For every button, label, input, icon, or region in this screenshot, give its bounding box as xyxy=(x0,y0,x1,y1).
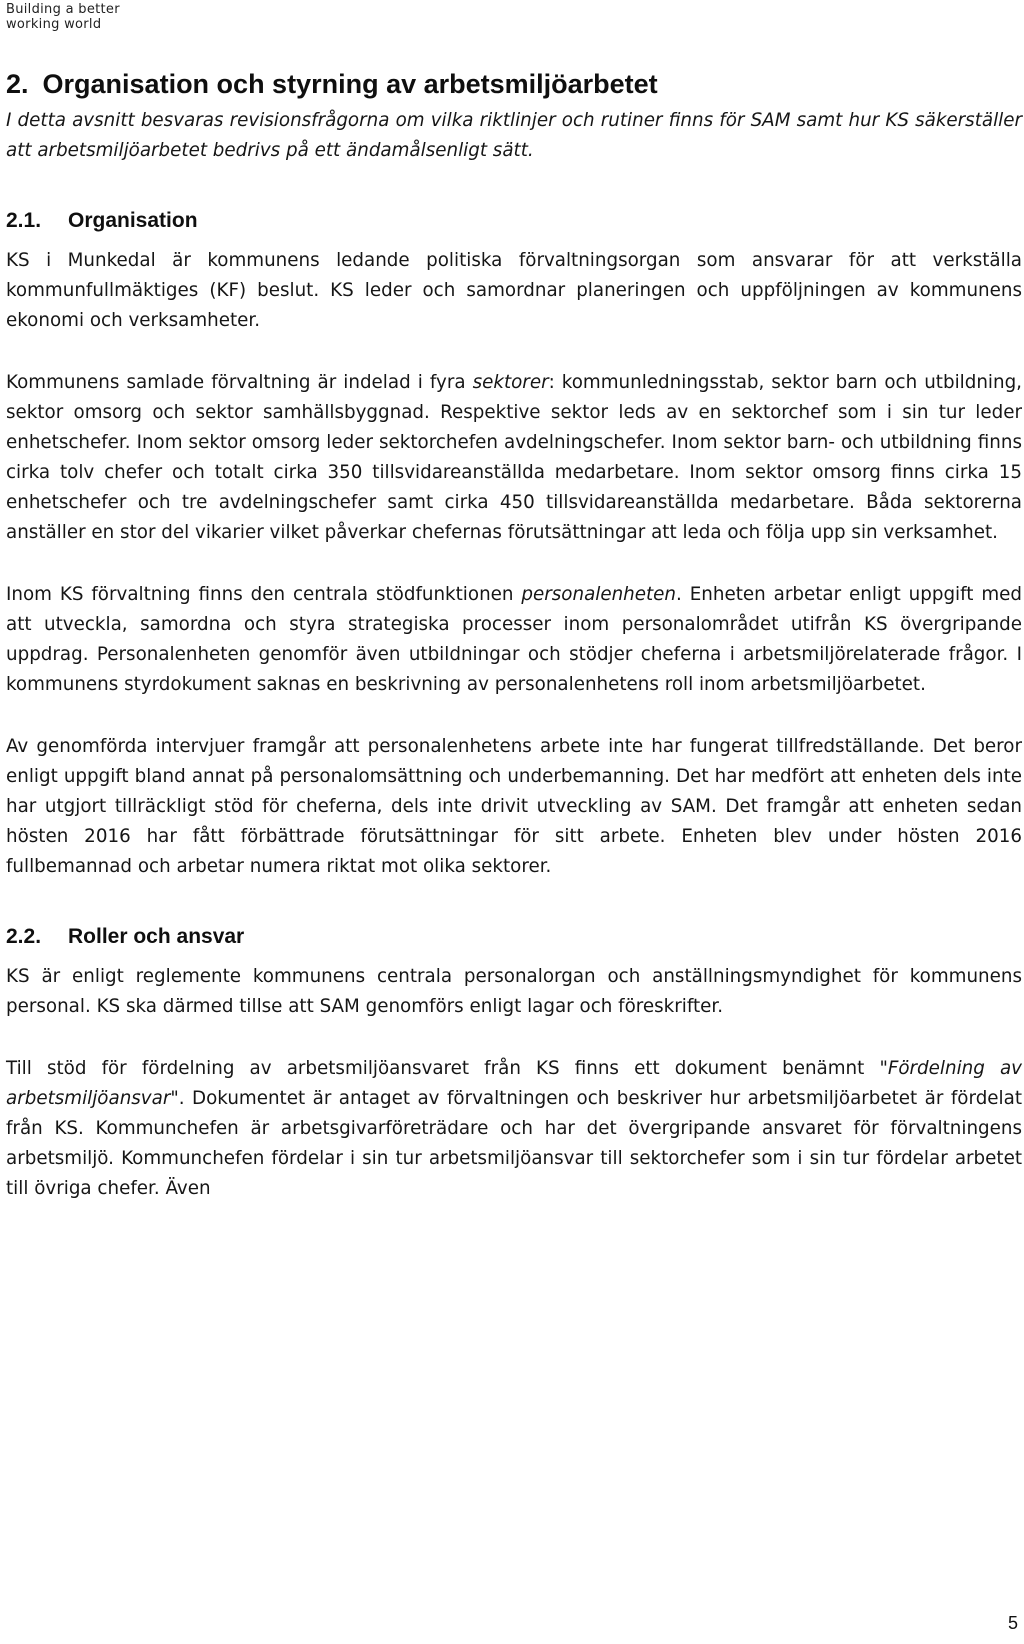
subsection-title: Roller och ansvar xyxy=(68,925,245,948)
paragraph-text: : kommunledningsstab, sektor barn och utbildning, sektor omsorg och sektor samhällsbyggnad. Respektive sektor leds av en sektorchef som i sin tur leder enhetschefer. Inom sektor omsorg leder sektorchefen avdelningschefer. Inom sektor barn- och utbildning finns cirka tolv chefer och totalt cirka 350 tillsvidareanställda medarbetare. Inom sektor omsorg finns cirka 15 enhetschefer och tre avdelningschefer samt cirka 450 tillsvidareanställda medarbetare. Båda sektorerna anställer en stor del vikarier vilket påverkar chefernas förutsättningar att leda och följa upp sin verksamhet. xyxy=(6,372,1022,543)
paragraph: KS är enligt reglemente kommunens centrala personalorgan och anställningsmyndighet för kommunens personal. KS ska därmed tillse att SAM genomförs enligt lagar och föreskrifter. xyxy=(6,966,1022,1017)
subsection-title: Organisation xyxy=(68,209,198,232)
paragraph: KS i Munkedal är kommunens ledande politiska förvaltningsorgan som ansvarar för att verkställa kommunfullmäktiges (KF) beslut. KS leder och samordnar planeringen och uppföljningen av kommunens ekonomi och verksamheter. xyxy=(6,250,1022,331)
section-number: 2. xyxy=(6,69,29,99)
paragraph-text: Kommunens samlade förvaltning är indelad i fyra xyxy=(6,372,473,393)
tagline-line-1: Building a better xyxy=(6,2,120,17)
paragraph-text: . Enheten arbetar enligt uppgift med att utveckla, samordna och styra strategiska processer inom personalområdet utifrån KS övergripande uppdrag. Personalenheten genomför även utbildningar och stödjer cheferna i arbetsmiljörelaterade frågor. I kommunens styrdokument saknas en beskrivning av personalenhetens roll inom arbetsmiljöarbetet. xyxy=(6,584,1022,695)
subsection-number: 2.1. xyxy=(6,209,42,232)
subsection-heading-organisation xyxy=(6,208,1022,234)
paragraph-text: . Dokumentet är antaget av förvaltningen och beskriver hur arbetsmiljöarbetet är fördelat från KS. Kommunchefen är arbetsgivarföreträdare och har det övergripande ansvaret för förvaltningens arbetsmiljö. Kommunchefen fördelar i sin tur arbetsmiljöansvar till sektorchefer som i sin tur fördelar arbetet till övriga chefer. Även xyxy=(6,1088,1022,1199)
tagline-line-2: working world xyxy=(6,17,102,32)
subsection-number: 2.2. xyxy=(6,925,42,948)
paragraph xyxy=(6,368,1022,548)
paragraph-text: Till stöd för fördelning av arbetsmiljöansvaret från KS finns ett dokument benämnt xyxy=(6,1058,880,1079)
emphasis-term: sektorer xyxy=(472,372,549,393)
page-number: 5 xyxy=(1007,1613,1018,1633)
emphasis-term: "Fördelning av arbetsmiljöansvar" xyxy=(6,1058,1022,1109)
brand-tagline xyxy=(6,2,120,32)
paragraph-text: Inom KS förvaltning finns den centrala stödfunktionen xyxy=(6,584,522,605)
subsection-heading-roller xyxy=(6,924,1022,950)
section-title: Organisation och styrning av arbetsmiljöarbetet xyxy=(42,69,658,99)
section-intro: I detta avsnitt besvaras revisionsfrågorna om vilka riktlinjer och rutiner finns för SAM samt hur KS säkerställer att arbetsmiljöarbetet bedrivs på ett ändamålsenligt sätt. xyxy=(6,110,1022,161)
paragraph: Av genomförda intervjuer framgår att personalenhetens arbete inte har fungerat tillfredställande. Det beror enligt uppgift bland annat på personalomsättning och underbemanning. Det har medfört att enheten dels inte har utgjort tillräckligt stöd för cheferna, dels inte drivit utveckling av SAM. Det framgår att enheten sedan hösten 2016 har fått förbättrade förutsättningar för sitt arbete. Enheten blev under hösten 2016 fullbemannad och arbetar numera riktat mot olika sektorer. xyxy=(6,736,1022,877)
section-heading xyxy=(6,68,1022,100)
emphasis-term: personalenheten xyxy=(521,584,677,605)
document-body xyxy=(6,68,1022,1204)
paragraph xyxy=(6,1054,1022,1204)
paragraph xyxy=(6,580,1022,700)
